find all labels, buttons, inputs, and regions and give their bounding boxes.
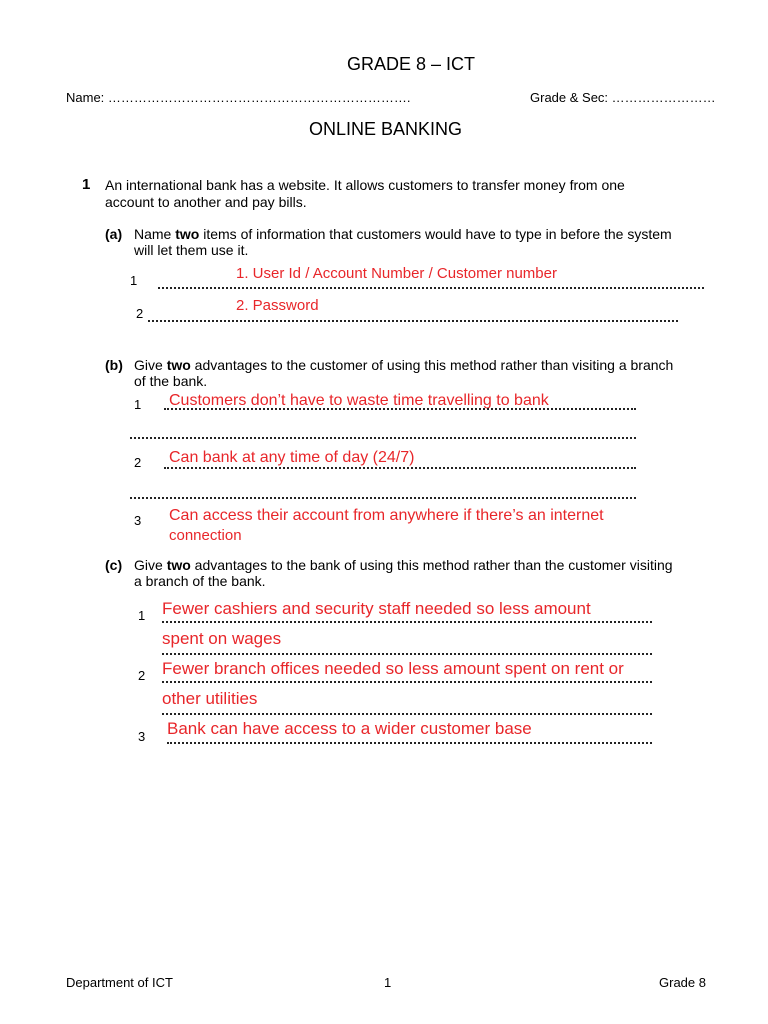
part-a-item-1-answer: 1. User Id / Account Number / Customer number	[236, 265, 557, 282]
part-b-text-bold: two	[166, 357, 191, 373]
part-b-item-3-answer-line2: connection	[169, 527, 242, 544]
answer-line	[162, 713, 652, 715]
part-a-item-2-answer: 2. Password	[236, 297, 319, 314]
part-b-text-line2: of the bank.	[134, 373, 208, 389]
answer-line	[164, 408, 636, 410]
name-field-label: Name: …………………………………………………………….	[66, 90, 411, 105]
part-a-item-2-number: 2	[136, 306, 144, 321]
answer-line	[158, 287, 704, 289]
part-c-item-2-answer-line1: Fewer branch offices needed so less amount spent on rent or	[162, 659, 624, 678]
part-b-item-3-answer-line1: Can access their account from anywhere if there’s an internet	[169, 507, 604, 524]
page-title: GRADE 8 – ICT	[347, 54, 476, 74]
footer-department: Department of ICT	[66, 975, 173, 990]
part-b-item-2-answer: Can bank at any time of day (24/7)	[169, 449, 415, 466]
part-b-item-1-answer: Customers don’t have to waste time travelling to bank	[169, 392, 549, 409]
answer-line	[148, 320, 678, 322]
part-c-item-3-answer: Bank can have access to a wider customer base	[167, 719, 532, 738]
part-a-text-line2: will let them use it.	[134, 242, 249, 258]
answer-line	[164, 467, 636, 469]
grade-sec-label: Grade & Sec: ……………………	[530, 90, 716, 105]
part-c-text-bold: two	[166, 557, 191, 573]
question-number: 1	[82, 176, 91, 193]
part-c-item-1-number: 1	[138, 608, 146, 623]
answer-line	[130, 437, 636, 439]
answer-line	[162, 681, 652, 683]
part-a-label: (a)	[105, 226, 123, 242]
part-c-item-2-number: 2	[138, 668, 146, 683]
answer-line	[162, 621, 652, 623]
part-c-text	[134, 557, 673, 574]
section-title: ONLINE BANKING	[309, 119, 463, 139]
part-a-text	[134, 226, 672, 243]
part-b-item-3-number: 3	[134, 513, 142, 528]
answer-line	[167, 742, 652, 744]
part-c-item-2-answer-line2: other utilities	[162, 689, 258, 708]
question-intro-line1: An international bank has a website. It allows customers to transfer money from one	[105, 177, 625, 193]
answer-line	[162, 653, 652, 655]
answer-line	[130, 497, 636, 499]
footer-grade: Grade 8	[659, 975, 706, 990]
part-b-text-pre: Give	[134, 357, 167, 373]
part-b-text-post: advantages to the customer of using this method rather than visiting a branch	[190, 357, 674, 373]
part-c-label: (c)	[105, 557, 123, 573]
part-b-label: (b)	[105, 357, 123, 373]
part-c-item-1-answer-line1: Fewer cashiers and security staff needed so less amount	[162, 599, 591, 618]
part-a-text-pre: Name	[134, 226, 176, 242]
part-b-item-2-number: 2	[134, 455, 142, 470]
part-a-text-bold: two	[175, 226, 200, 242]
footer-page-number: 1	[384, 975, 392, 990]
part-c-text-pre: Give	[134, 557, 167, 573]
part-a-item-1-number: 1	[130, 273, 138, 288]
part-b-item-1-number: 1	[134, 397, 142, 412]
part-b-text	[134, 357, 673, 374]
question-intro-line2: account to another and pay bills.	[105, 194, 307, 210]
part-c-text-post: advantages to the bank of using this method rather than the customer visiting	[190, 557, 673, 573]
part-c-text-line2: a branch of the bank.	[134, 573, 266, 589]
part-c-item-1-answer-line2: spent on wages	[162, 629, 282, 648]
part-c-item-3-number: 3	[138, 729, 146, 744]
part-a-text-post: items of information that customers would have to type in before the system	[199, 226, 672, 242]
